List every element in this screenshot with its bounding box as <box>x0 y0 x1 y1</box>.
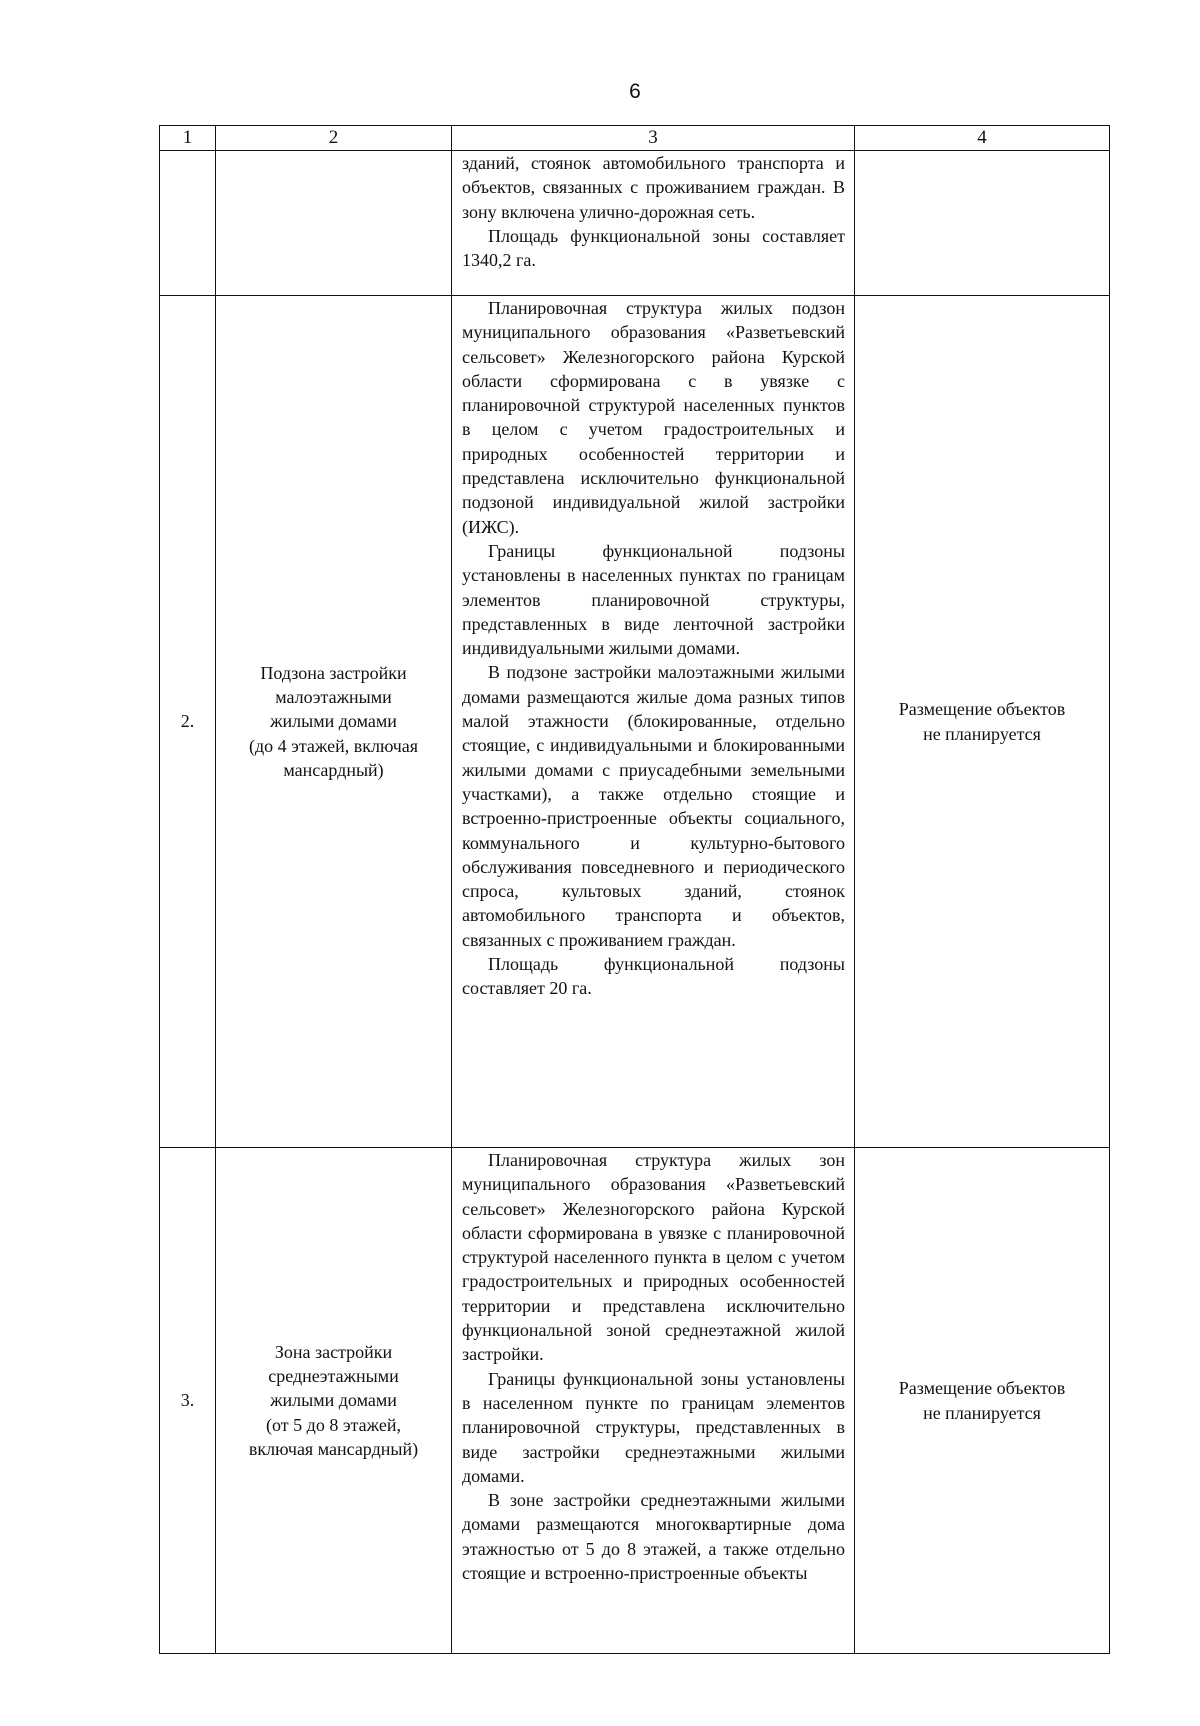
column-header: 2 <box>216 126 452 151</box>
zone-name-line: среднеэтажными <box>268 1366 399 1387</box>
zone-name-line: мансардный) <box>283 759 384 780</box>
zone-name-line: Зона застройки <box>274 1341 393 1362</box>
page-number: 6 <box>629 80 641 103</box>
header-row <box>160 126 1110 151</box>
table-row <box>160 151 1110 296</box>
description-paragraph: Планировочная структура жилых подзон муниципального образования «Разветьевский сельсовет» Железногорского района Курской области сформирована с в увязке с планировочной структурой населенных пунктов в целом с учетом градостроительных и природных особенностей территории и представлена исключительно функциональной подзоной индивидуальной жилой застройки (ИЖС). <box>462 298 845 537</box>
zone-name-line: жилыми домами <box>270 1390 397 1411</box>
plan-line: не планируется <box>923 1402 1041 1423</box>
zone-name-line: включая мансардный) <box>248 1438 419 1459</box>
description-paragraph: зданий, стоянок автомобильного транспорта и объектов, связанных с проживанием граждан. В зону включена улично-дорожная сеть. <box>462 153 845 222</box>
row-number <box>160 151 216 296</box>
zone-name-line: Подзона застройки <box>260 662 407 683</box>
table-row <box>160 1148 1110 1654</box>
zone-plan <box>855 296 1110 1148</box>
plan-line: не планируется <box>923 723 1041 744</box>
column-header: 1 <box>160 126 216 151</box>
row-number: 3. <box>160 1148 216 1654</box>
zone-plan <box>855 151 1110 296</box>
zone-name <box>216 1148 452 1654</box>
zone-name <box>216 151 452 296</box>
description-paragraph: В подзоне застройки малоэтажными жилыми домами размещаются жилые дома разных типов малой этажности (блокированные, отдельно стоящие, с индивидуальными и блокированными жилыми домами с приусадебными земельными участками), а также отдельно стоящие и встроенно-пристроенные объекты социального, коммунального и культурно-бытового обслуживания повседневного и периодического спроса, культовых зданий, стоянок автомобильного транспорта и объектов, связанных с проживанием граждан. <box>462 662 845 950</box>
zone-name-line: малоэтажными <box>275 687 392 708</box>
row-number: 2. <box>160 296 216 1148</box>
zone-name <box>216 296 452 1148</box>
description-paragraph: Площадь функциональной зоны составляет 1340,2 га. <box>462 225 845 271</box>
column-header: 4 <box>855 126 1110 151</box>
zone-description <box>452 296 855 1148</box>
zone-name-line: жилыми домами <box>270 711 397 732</box>
zone-plan <box>855 1148 1110 1654</box>
zone-name-line: (от 5 до 8 этажей, <box>266 1414 401 1435</box>
plan-line: Размещение объектов <box>898 1378 1066 1399</box>
column-header: 3 <box>452 126 855 151</box>
zone-description <box>452 151 855 296</box>
description-paragraph: Границы функциональной подзоны установлены в населенных пунктах по границам элементов планировочной структуры, представленных в виде ленточной застройки индивидуальными жилыми домами. <box>462 540 845 659</box>
table-row <box>160 296 1110 1148</box>
zone-description <box>452 1148 855 1654</box>
description-paragraph: В зоне застройки среднеэтажными жилыми домами размещаются многоквартирные дома этажностью от 5 до 8 этажей, а также отдельно стоящие и встроенно-пристроенные объекты <box>462 1490 845 1584</box>
zones-table <box>159 125 1110 1654</box>
plan-line: Размещение объектов <box>898 699 1066 720</box>
zone-name-line: (до 4 этажей, включая <box>248 735 419 756</box>
description-paragraph: Планировочная структура жилых зон муниципального образования «Разветьевский сельсовет» Железногорского района Курской области сформирована в увязке с планировочной структурой населенного пункта в целом с учетом градостроительных и природных особенностей территории и представлена исключительно функциональной зоной среднеэтажной жилой застройки. <box>462 1150 845 1365</box>
description-paragraph: Границы функциональной зоны установлены в населенном пункте по границам элементов планировочной структуры, представленных в виде застройки среднеэтажными жилыми домами. <box>462 1368 845 1486</box>
description-paragraph: Площадь функциональной подзоны составляет 20 га. <box>462 954 845 999</box>
